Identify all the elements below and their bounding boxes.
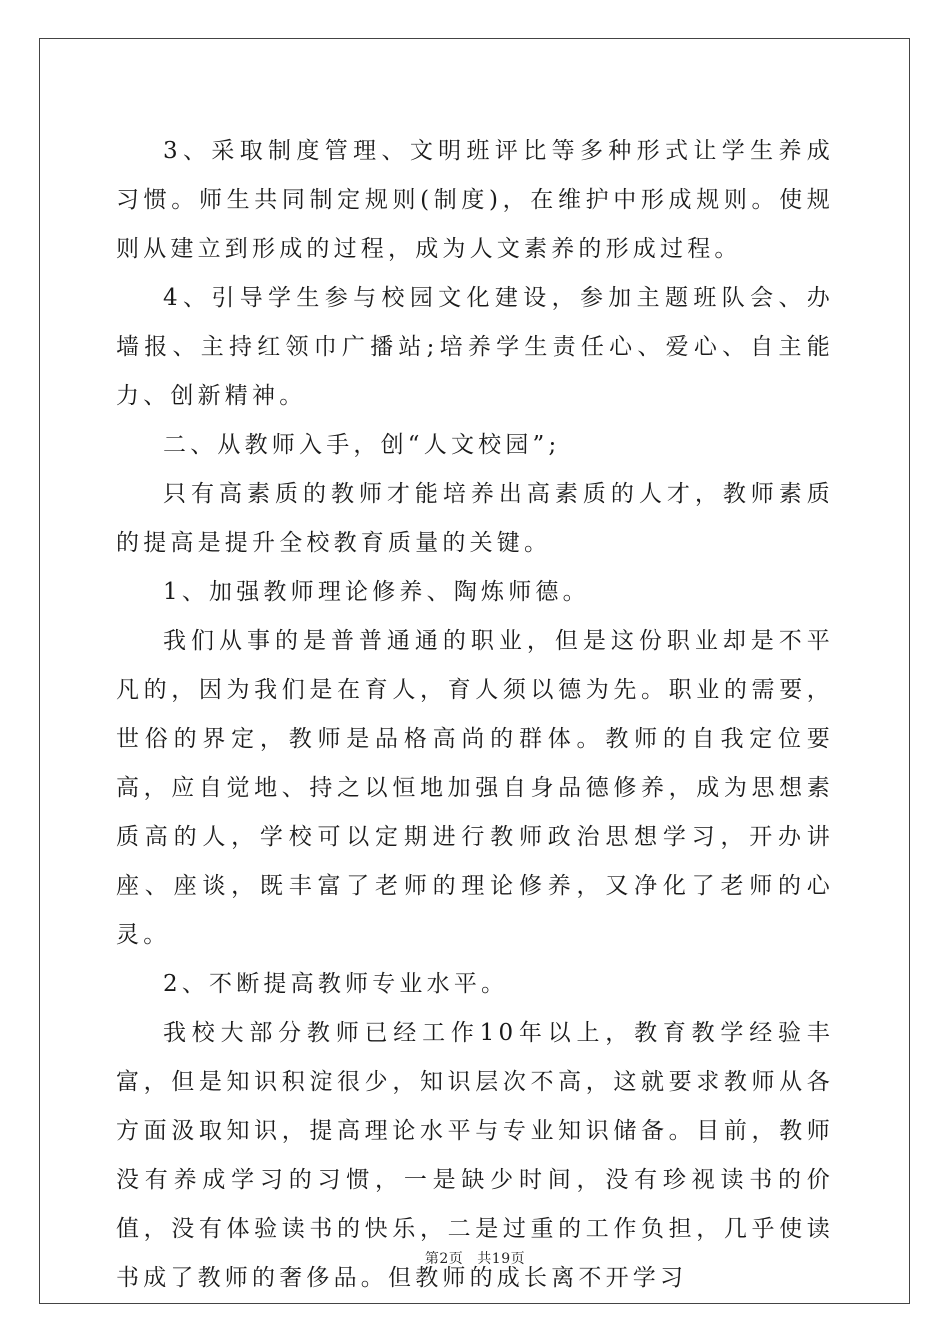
section-heading-teachers: 二、从教师入手，创“人文校园”; bbox=[163, 432, 561, 458]
paragraph-teacher-quality: 只有高素质的教师才能培养出高素质的人才，教师素质的提高是提升全校教育质量的关键。 bbox=[116, 481, 834, 556]
subheading-teacher-ethics: 1、加强教师理论修养、陶炼师德。 bbox=[163, 579, 590, 605]
document-body bbox=[116, 127, 834, 1303]
subheading-professional-level: 2、不断提高教师专业水平。 bbox=[163, 971, 509, 997]
paragraph-campus-culture: 4、引导学生参与校园文化建设，参加主题班队会、办墙报、主持红领巾广播站;培养学生责任心、爱心、自主能力、创新精神。 bbox=[116, 285, 834, 409]
page-total: 共19页 bbox=[477, 1251, 526, 1267]
page-footer bbox=[0, 1248, 950, 1268]
paragraph-rules-habits: 3、采取制度管理、文明班评比等多种形式让学生养成习惯。师生共同制定规则(制度)，在维护中形成规则。使规则从建立到形成的过程，成为人文素养的形成过程。 bbox=[116, 138, 834, 262]
paragraph-professional-level: 我校大部分教师已经工作10年以上，教育教学经验丰富，但是知识积淀很少，知识层次不高，这就要求教师从各方面汲取知识，提高理论水平与专业知识储备。目前，教师没有养成学习的习惯，一是缺少时间，没有珍视读书的价值，没有体验读书的快乐，二是过重的工作负担，几乎使读书成了教师的奢侈品。但教师的成长离不开学习 bbox=[116, 1020, 834, 1291]
paragraph-teacher-ethics: 我们从事的是普普通通的职业，但是这份职业却是不平凡的，因为我们是在育人，育人须以德为先。职业的需要，世俗的界定，教师是品格高尚的群体。教师的自我定位要高，应自觉地、持之以恒地加强自身品德修养，成为思想素质高的人，学校可以定期进行教师政治思想学习，开办讲座、座谈，既丰富了老师的理论修养，又净化了老师的心灵。 bbox=[116, 628, 834, 948]
page-number: 第2页 bbox=[424, 1251, 464, 1267]
